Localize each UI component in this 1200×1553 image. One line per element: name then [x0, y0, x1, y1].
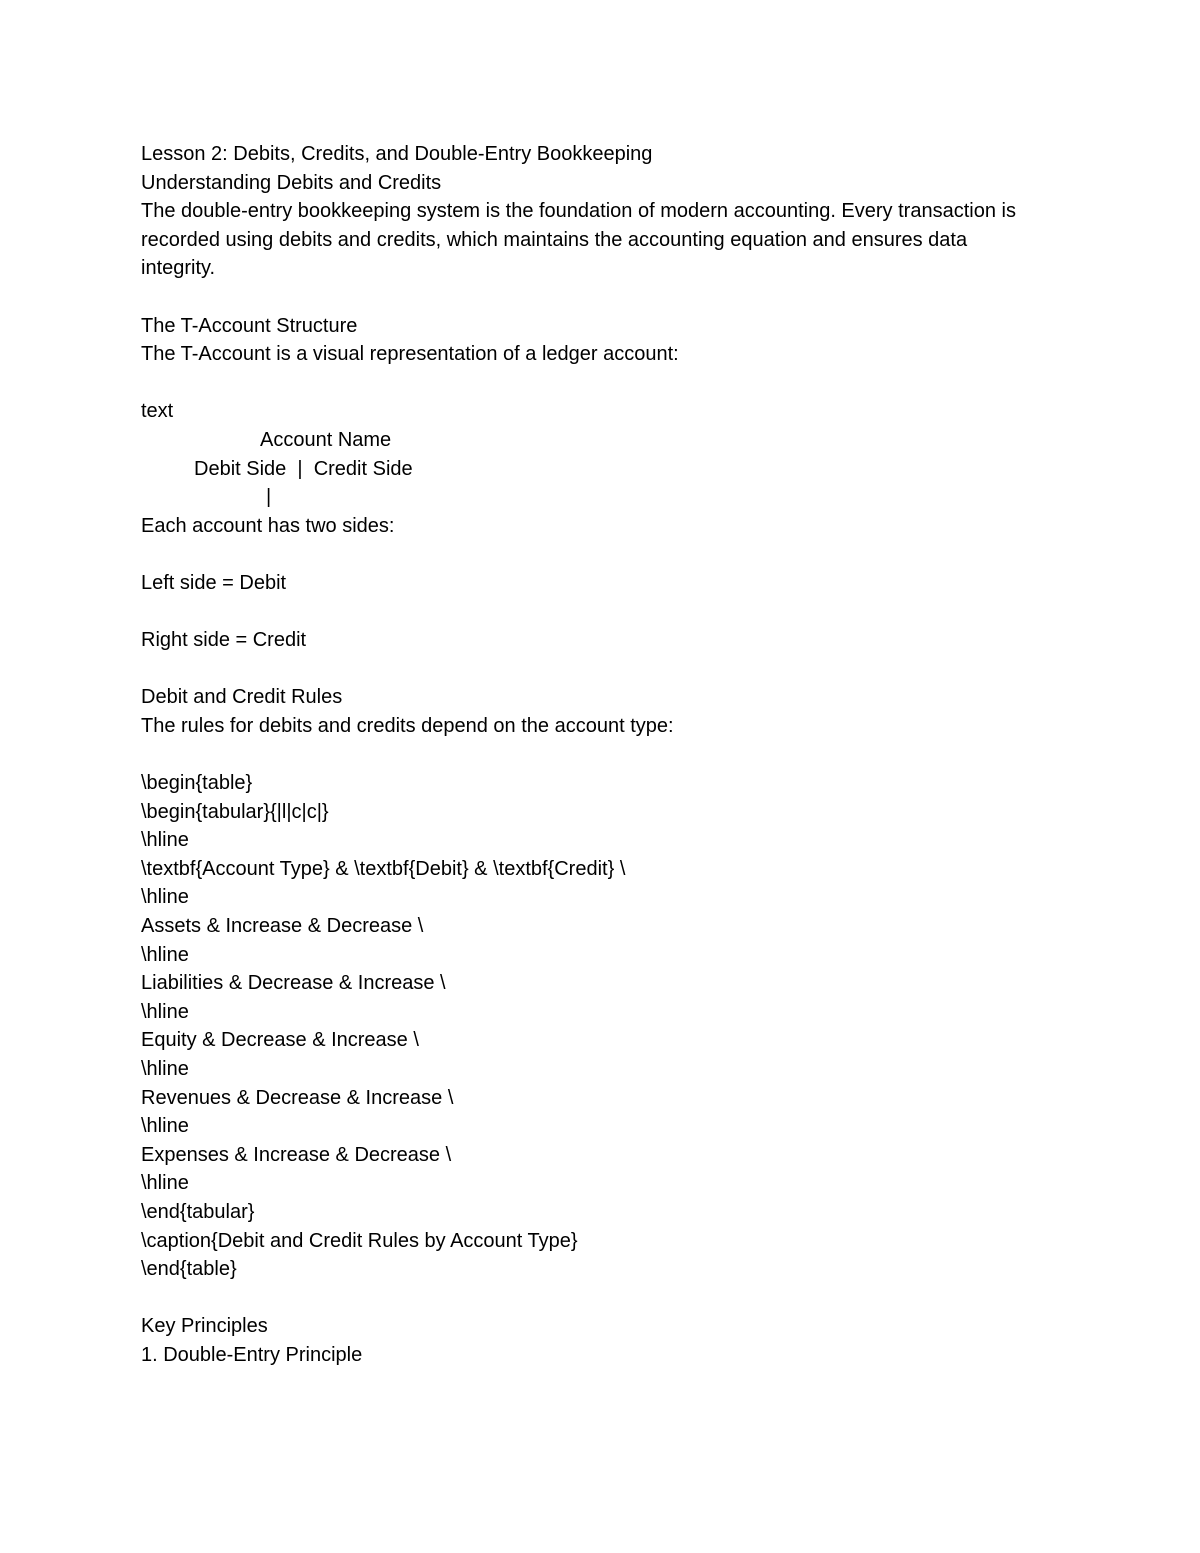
latex-line: Assets & Increase & Decrease \: [141, 915, 424, 938]
t-account-intro: The T-Account is a visual representation of a ledger account:: [141, 343, 679, 366]
left-side-rule: Left side = Debit: [141, 571, 287, 594]
spacer: [141, 740, 1061, 769]
intro-paragraph: The double-entry bookkeeping system is the foundation of modern accounting. Every transaction is recorded using debits and credits, which maintains the accounting equation and ensures data integrity.: [141, 200, 1016, 280]
rules-intro: The rules for debits and credits depend on the account type:: [141, 714, 674, 737]
latex-line: \hline: [141, 1058, 189, 1080]
code-label: text: [141, 400, 174, 423]
latex-line: \hline: [141, 1172, 189, 1195]
latex-line: Expenses & Increase & Decrease \: [141, 1143, 452, 1166]
spacer: [141, 1284, 1061, 1313]
latex-line: \textbf{Account Type} & \textbf{Debit} & \textbf{Credit} \: [141, 857, 626, 880]
latex-line: \caption{Debit and Credit Rules by Account Type}: [141, 1229, 578, 1252]
latex-line: \end{table}: [141, 1258, 237, 1281]
latex-line: Revenues & Decrease & Increase \: [141, 1086, 454, 1109]
section-heading-debits-credits: Understanding Debits and Credits: [141, 171, 442, 194]
spacer: [141, 369, 1061, 398]
latex-line: \hline: [141, 829, 189, 852]
section-heading-key-principles: Key Principles: [141, 1315, 268, 1338]
section-heading-t-account: The T-Account Structure: [141, 314, 358, 337]
section-heading-rules: Debit and Credit Rules: [141, 686, 343, 709]
right-side-rule: Right side = Credit: [141, 629, 307, 652]
t-account-sides-line: Debit Side | Credit Side: [194, 457, 413, 480]
spacer: [141, 598, 1061, 627]
latex-line: \begin{table}: [141, 772, 253, 795]
latex-line: \end{tabular}: [141, 1200, 255, 1223]
latex-line: \hline: [141, 1115, 189, 1138]
latex-line: \hline: [141, 943, 189, 966]
document-body: [141, 140, 1061, 1370]
latex-line: \hline: [141, 886, 189, 909]
spacer: [141, 655, 1061, 684]
t-account-bar-line: |: [266, 486, 272, 509]
latex-line: Equity & Decrease & Increase \: [141, 1029, 419, 1052]
latex-code-block: [141, 769, 1061, 1284]
spacer: [141, 283, 1061, 312]
lesson-title: Lesson 2: Debits, Credits, and Double-Entry Bookkeeping: [141, 143, 653, 165]
latex-line: \begin{tabular}{|l|c|c|}: [141, 800, 329, 823]
latex-line: \hline: [141, 1000, 189, 1023]
sides-intro: Each account has two sides:: [141, 514, 395, 537]
principle-item: 1. Double-Entry Principle: [141, 1343, 363, 1366]
latex-line: Liabilities & Decrease & Increase \: [141, 972, 446, 995]
spacer: [141, 540, 1061, 569]
t-account-name-line: Account Name: [260, 428, 392, 451]
